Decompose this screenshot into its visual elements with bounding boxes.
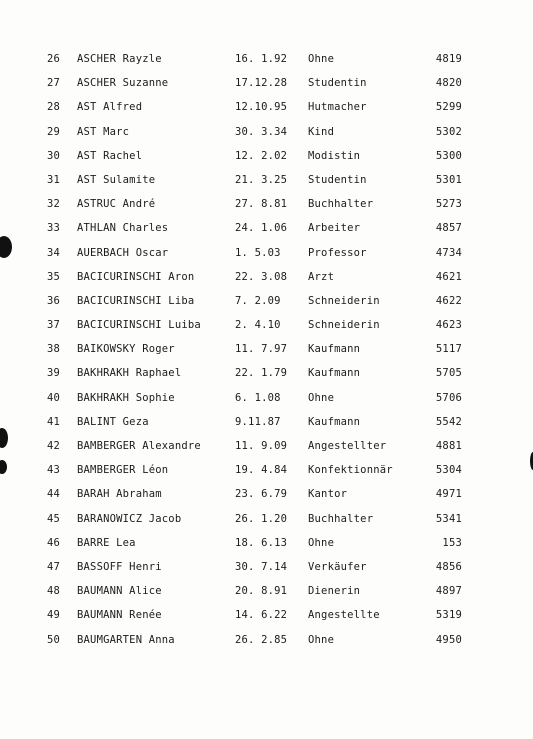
table-row — [0, 386, 533, 410]
table-row — [0, 531, 533, 555]
record-number: 5117 — [435, 343, 462, 356]
row-number: 33 — [47, 222, 61, 235]
occupation: Buchhalter — [308, 198, 374, 211]
person-name: BACICURINSCHI Liba — [77, 294, 195, 307]
person-name: BASSOFF Henri — [77, 560, 162, 573]
record-number: 5341 — [435, 512, 462, 525]
record-number: 4621 — [435, 270, 462, 283]
table-row — [0, 216, 533, 240]
occupation: Kaufmann — [308, 367, 361, 380]
person-name: AST Sulamite — [77, 173, 156, 186]
record-number: 4857 — [435, 222, 462, 235]
birth-date: 9.11.87 — [235, 415, 281, 428]
record-number: 5302 — [435, 125, 462, 138]
occupation: Ohne — [308, 536, 335, 549]
person-name: AST Marc — [77, 125, 130, 138]
birth-date: 18. 6.13 — [235, 536, 288, 549]
row-number: 50 — [47, 633, 61, 646]
birth-date: 6. 1.08 — [235, 391, 281, 404]
person-name: ASCHER Rayzle — [77, 53, 162, 65]
record-number: 4734 — [435, 246, 462, 259]
row-number: 37 — [47, 319, 61, 332]
record-number: 5319 — [435, 609, 462, 622]
occupation: Kantor — [308, 488, 348, 501]
row-number: 49 — [47, 609, 61, 622]
birth-date: 26. 1.20 — [235, 512, 288, 525]
row-number: 39 — [47, 367, 61, 380]
row-number: 30 — [47, 149, 61, 162]
record-number: 4856 — [435, 560, 462, 573]
table-row — [0, 289, 533, 313]
row-number: 47 — [47, 560, 61, 573]
name-list — [0, 47, 533, 652]
birth-date: 20. 8.91 — [235, 585, 288, 598]
birth-date: 14. 6.22 — [235, 609, 288, 622]
record-number: 5705 — [435, 367, 462, 380]
table-row — [0, 71, 533, 95]
table-row — [0, 144, 533, 168]
birth-date: 27. 8.81 — [235, 198, 288, 211]
row-number: 34 — [47, 246, 61, 259]
record-number: 4881 — [435, 440, 462, 452]
record-number: 4623 — [435, 319, 462, 332]
record-number: 5304 — [435, 464, 462, 477]
birth-date: 22. 3.08 — [235, 270, 288, 283]
person-name: AST Alfred — [77, 101, 143, 114]
person-name: BAKHRAKH Sophie — [77, 391, 175, 404]
birth-date: 19. 4.84 — [235, 464, 288, 477]
record-number: 4820 — [435, 77, 462, 90]
person-name: BAMBERGER Léon — [77, 464, 169, 477]
table-row — [0, 482, 533, 506]
row-number: 32 — [47, 198, 61, 211]
birth-date: 26. 2.85 — [235, 633, 288, 646]
birth-date: 12. 2.02 — [235, 149, 288, 162]
row-number: 28 — [47, 101, 61, 114]
table-row — [0, 120, 533, 144]
row-number: 45 — [47, 512, 61, 525]
person-name: BARAH Abraham — [77, 488, 162, 501]
row-number: 48 — [47, 585, 61, 598]
person-name: ASTRUC André — [77, 198, 156, 211]
row-number: 44 — [47, 488, 61, 501]
table-row — [0, 168, 533, 192]
person-name: BAKHRAKH Raphael — [77, 367, 182, 380]
record-number: 4622 — [435, 294, 462, 307]
table-row — [0, 337, 533, 361]
birth-date: 30. 3.34 — [235, 125, 288, 138]
occupation: Studentin — [308, 173, 367, 186]
birth-date: 11. 7.97 — [235, 343, 288, 356]
person-name: BAUMGARTEN Anna — [77, 633, 175, 646]
occupation: Angestellter — [308, 440, 387, 452]
person-name: ATHLAN Charles — [77, 222, 169, 235]
person-name: AST Rachel — [77, 149, 143, 162]
occupation: Kaufmann — [308, 343, 361, 356]
table-row — [0, 603, 533, 627]
occupation: Studentin — [308, 77, 367, 90]
occupation: Modistin — [308, 149, 361, 162]
row-number: 27 — [47, 77, 61, 90]
record-number: 4971 — [435, 488, 462, 501]
birth-date: 24. 1.06 — [235, 222, 288, 235]
record-number: 153 — [442, 536, 462, 549]
birth-date: 1. 5.03 — [235, 246, 281, 259]
table-row — [0, 410, 533, 434]
person-name: BACICURINSCHI Aron — [77, 270, 195, 283]
birth-date: 22. 1.79 — [235, 367, 288, 380]
table-row — [0, 361, 533, 385]
birth-date: 11. 9.09 — [235, 440, 288, 452]
row-number: 40 — [47, 391, 61, 404]
table-row — [0, 192, 533, 216]
birth-date: 17.12.28 — [235, 77, 288, 90]
table-row — [0, 579, 533, 603]
row-number: 29 — [47, 125, 61, 138]
occupation: Arzt — [308, 270, 335, 283]
row-number: 46 — [47, 536, 61, 549]
table-row — [0, 458, 533, 482]
row-number: 42 — [47, 440, 61, 452]
table-row — [0, 555, 533, 579]
person-name: BACICURINSCHI Luiba — [77, 319, 201, 332]
record-number: 5301 — [435, 173, 462, 186]
occupation: Dienerin — [308, 585, 361, 598]
table-row — [0, 313, 533, 337]
table-row — [0, 628, 533, 652]
person-name: BAMBERGER Alexandre — [77, 440, 201, 452]
occupation: Professor — [308, 246, 367, 259]
row-number: 26 — [47, 53, 61, 65]
record-number: 4897 — [435, 585, 462, 598]
row-number: 35 — [47, 270, 61, 283]
occupation: Schneiderin — [308, 294, 380, 307]
row-number: 43 — [47, 464, 61, 477]
person-name: BAUMANN Alice — [77, 585, 162, 598]
person-name: BALINT Geza — [77, 415, 149, 428]
record-number: 5273 — [435, 198, 462, 211]
person-name: ASCHER Suzanne — [77, 77, 169, 90]
occupation: Schneiderin — [308, 319, 380, 332]
birth-date: 2. 4.10 — [235, 319, 281, 332]
record-number: 4819 — [435, 53, 462, 65]
row-number: 41 — [47, 415, 61, 428]
table-row — [0, 434, 533, 458]
birth-date: 21. 3.25 — [235, 173, 288, 186]
occupation: Angestellte — [308, 609, 380, 622]
occupation: Ohne — [308, 391, 335, 404]
occupation: Konfektionnär — [308, 464, 393, 477]
row-number: 38 — [47, 343, 61, 356]
person-name: AUERBACH Oscar — [77, 246, 169, 259]
occupation: Verkäufer — [308, 560, 367, 573]
occupation: Arbeiter — [308, 222, 361, 235]
person-name: BARRE Lea — [77, 536, 136, 549]
row-number: 31 — [47, 173, 61, 186]
record-number: 5542 — [435, 415, 462, 428]
table-row — [0, 241, 533, 265]
birth-date: 30. 7.14 — [235, 560, 288, 573]
occupation: Kind — [308, 125, 335, 138]
birth-date: 12.10.95 — [235, 101, 288, 114]
occupation: Hutmacher — [308, 101, 367, 114]
person-name: BAUMANN Renée — [77, 609, 162, 622]
record-number: 5706 — [435, 391, 462, 404]
birth-date: 7. 2.09 — [235, 294, 281, 307]
person-name: BARANOWICZ Jacob — [77, 512, 182, 525]
table-row — [0, 265, 533, 289]
occupation: Ohne — [308, 633, 335, 646]
birth-date: 16. 1.92 — [235, 53, 288, 65]
record-number: 4950 — [435, 633, 462, 646]
person-name: BAIKOWSKY Roger — [77, 343, 175, 356]
birth-date: 23. 6.79 — [235, 488, 288, 501]
record-number: 5299 — [435, 101, 462, 114]
row-number: 36 — [47, 294, 61, 307]
record-number: 5300 — [435, 149, 462, 162]
table-row — [0, 95, 533, 119]
table-row — [0, 507, 533, 531]
occupation: Kaufmann — [308, 415, 361, 428]
occupation: Buchhalter — [308, 512, 374, 525]
table-row — [0, 47, 533, 71]
occupation: Ohne — [308, 53, 335, 65]
